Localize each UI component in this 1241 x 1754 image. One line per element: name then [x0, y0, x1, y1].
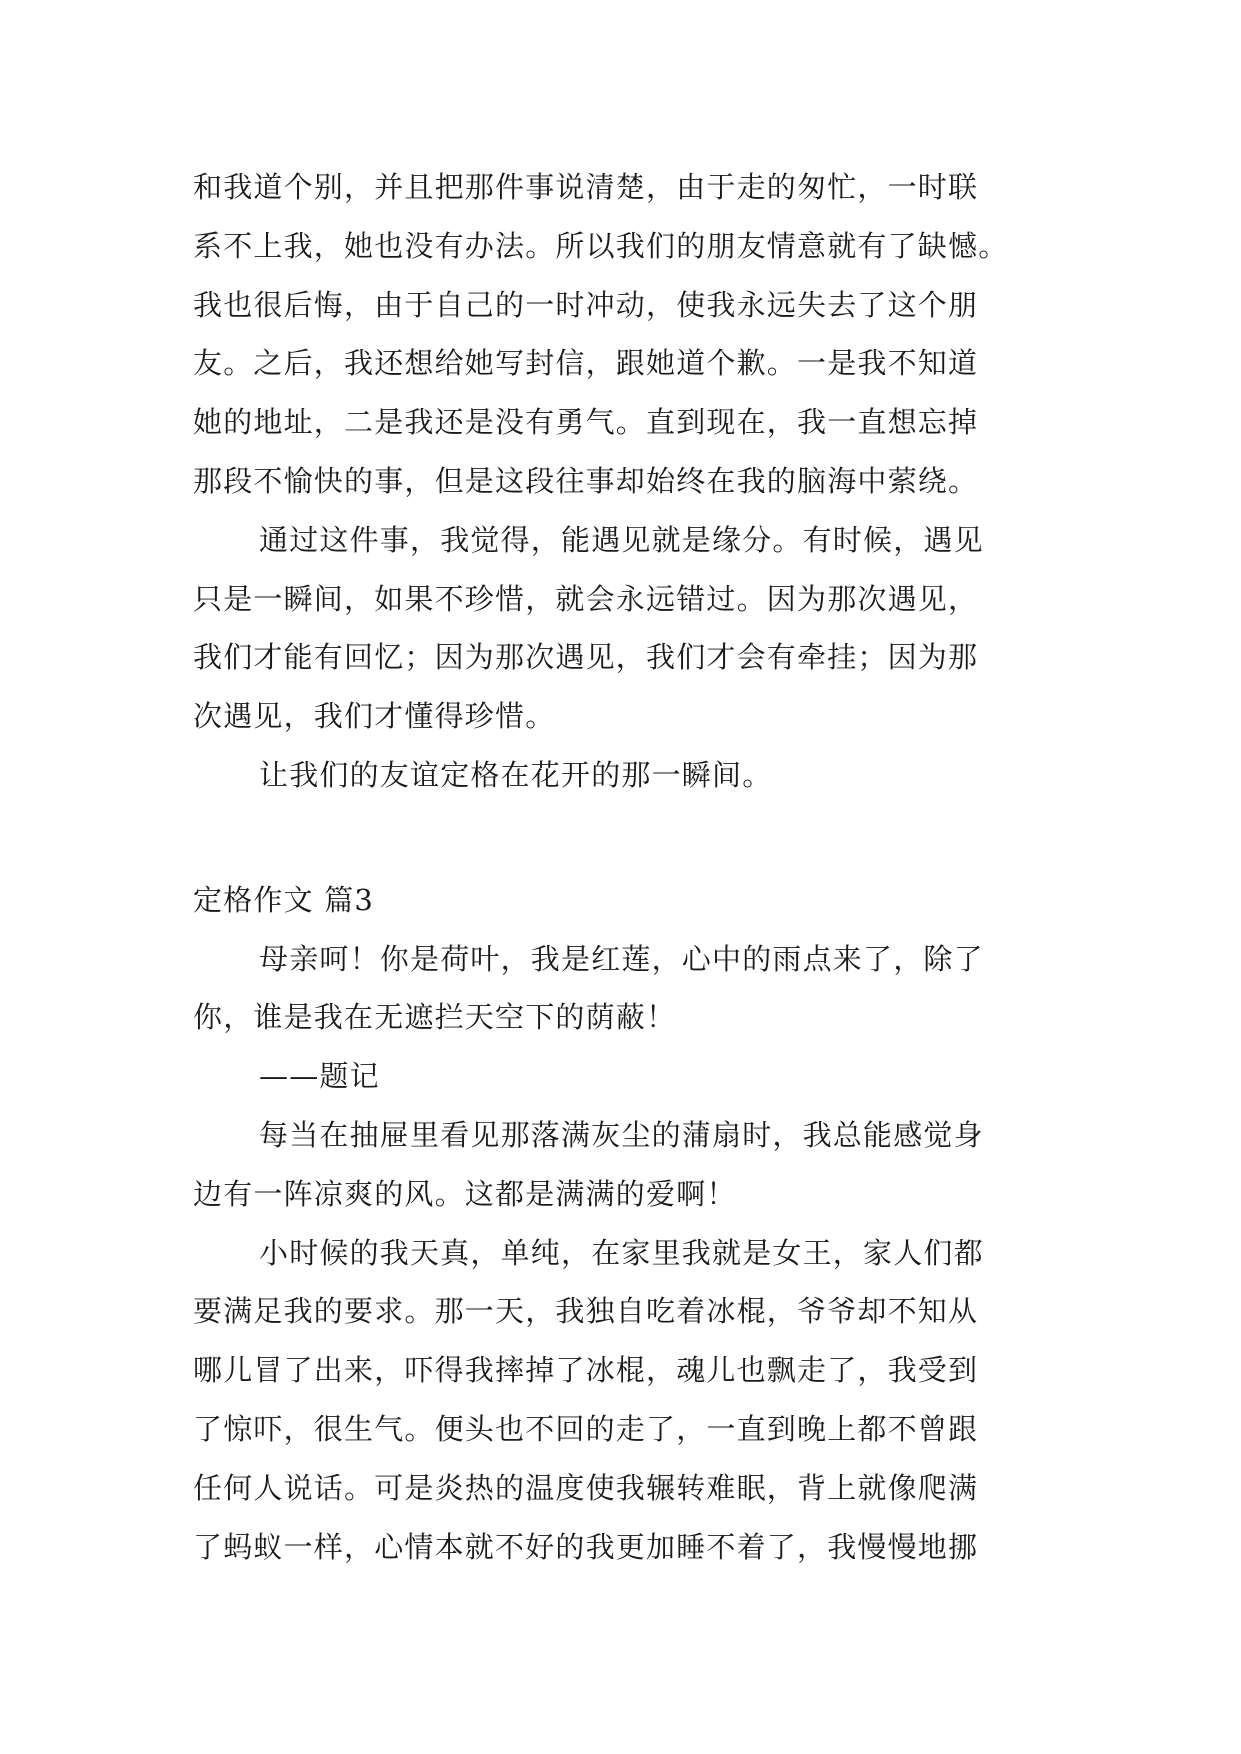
text-line: 那段不愉快的事，但是这段往事却始终在我的脑海中萦绕。 — [193, 463, 979, 498]
text-line: 她的地址，二是我还是没有勇气。直到现在，我一直想忘掉 — [193, 405, 979, 440]
text-line: 了蚂蚁一样，心情本就不好的我更加睡不着了，我慢慢地挪 — [193, 1529, 979, 1564]
text-line: 了惊吓，很生气。便头也不回的走了，一直到晚上都不曾跟 — [193, 1411, 979, 1446]
text-line: 只是一瞬间，如果不珍惜，就会永远错过。因为那次遇见， — [193, 581, 979, 616]
paragraph-closing — [193, 746, 1055, 805]
text-line: 要满足我的要求。那一天，我独自吃着冰棍，爷爷却不知从 — [193, 1294, 979, 1329]
text-line: 每当在抽屉里看见那落满灰尘的蒲扇时，我总能感觉身 — [259, 1117, 984, 1152]
epigraph-attribution: ——题记 — [259, 1059, 380, 1094]
paragraph-epigraph — [193, 930, 1055, 1048]
text-line: 边有一阵凉爽的风。这都是满满的爱啊！ — [193, 1176, 737, 1211]
text-line: 我也很后悔，由于自己的一时冲动，使我永远失去了这个朋 — [193, 287, 979, 322]
text-line: 任何人说话。可是炎热的温度使我辗转难眠，背上就像爬满 — [193, 1470, 979, 1505]
text-line: 友。之后，我还想给她写封信，跟她道个歉。一是我不知道 — [193, 346, 979, 381]
text-line: 系不上我，她也没有办法。所以我们的朋友情意就有了缺憾。 — [193, 228, 1009, 263]
text-line: 我们才能有回忆；因为那次遇见，我们才会有牵挂；因为那 — [193, 640, 979, 675]
text-line: 哪儿冒了出来，吓得我摔掉了冰棍，魂儿也飘走了，我受到 — [193, 1353, 979, 1388]
text-line: 通过这件事，我觉得，能遇见就是缘分。有时候，遇见 — [259, 522, 984, 557]
text-line: 让我们的友谊定格在花开的那一瞬间。 — [259, 757, 773, 792]
text-line: 次遇见，我们才懂得珍惜。 — [193, 699, 556, 734]
text-line: 母亲呵！你是荷叶，我是红莲，心中的雨点来了，除了 — [259, 941, 984, 976]
text-line: 小时候的我天真，单纯，在家里我就是女王，家人们都 — [259, 1235, 984, 1270]
section-spacer — [193, 805, 1055, 871]
paragraph-friendship-regret — [193, 158, 1055, 511]
document-body — [193, 158, 1055, 1576]
paragraph-reflection — [193, 511, 1055, 746]
text-line: 和我道个别，并且把那件事说清楚，由于走的匆忙，一时联 — [193, 170, 979, 204]
paragraph-fan — [193, 1106, 1055, 1224]
section-heading: 定格作文 篇3 — [193, 882, 375, 917]
text-line: 你，谁是我在无遮拦天空下的荫蔽！ — [193, 1000, 677, 1035]
paragraph-childhood — [193, 1224, 1055, 1577]
